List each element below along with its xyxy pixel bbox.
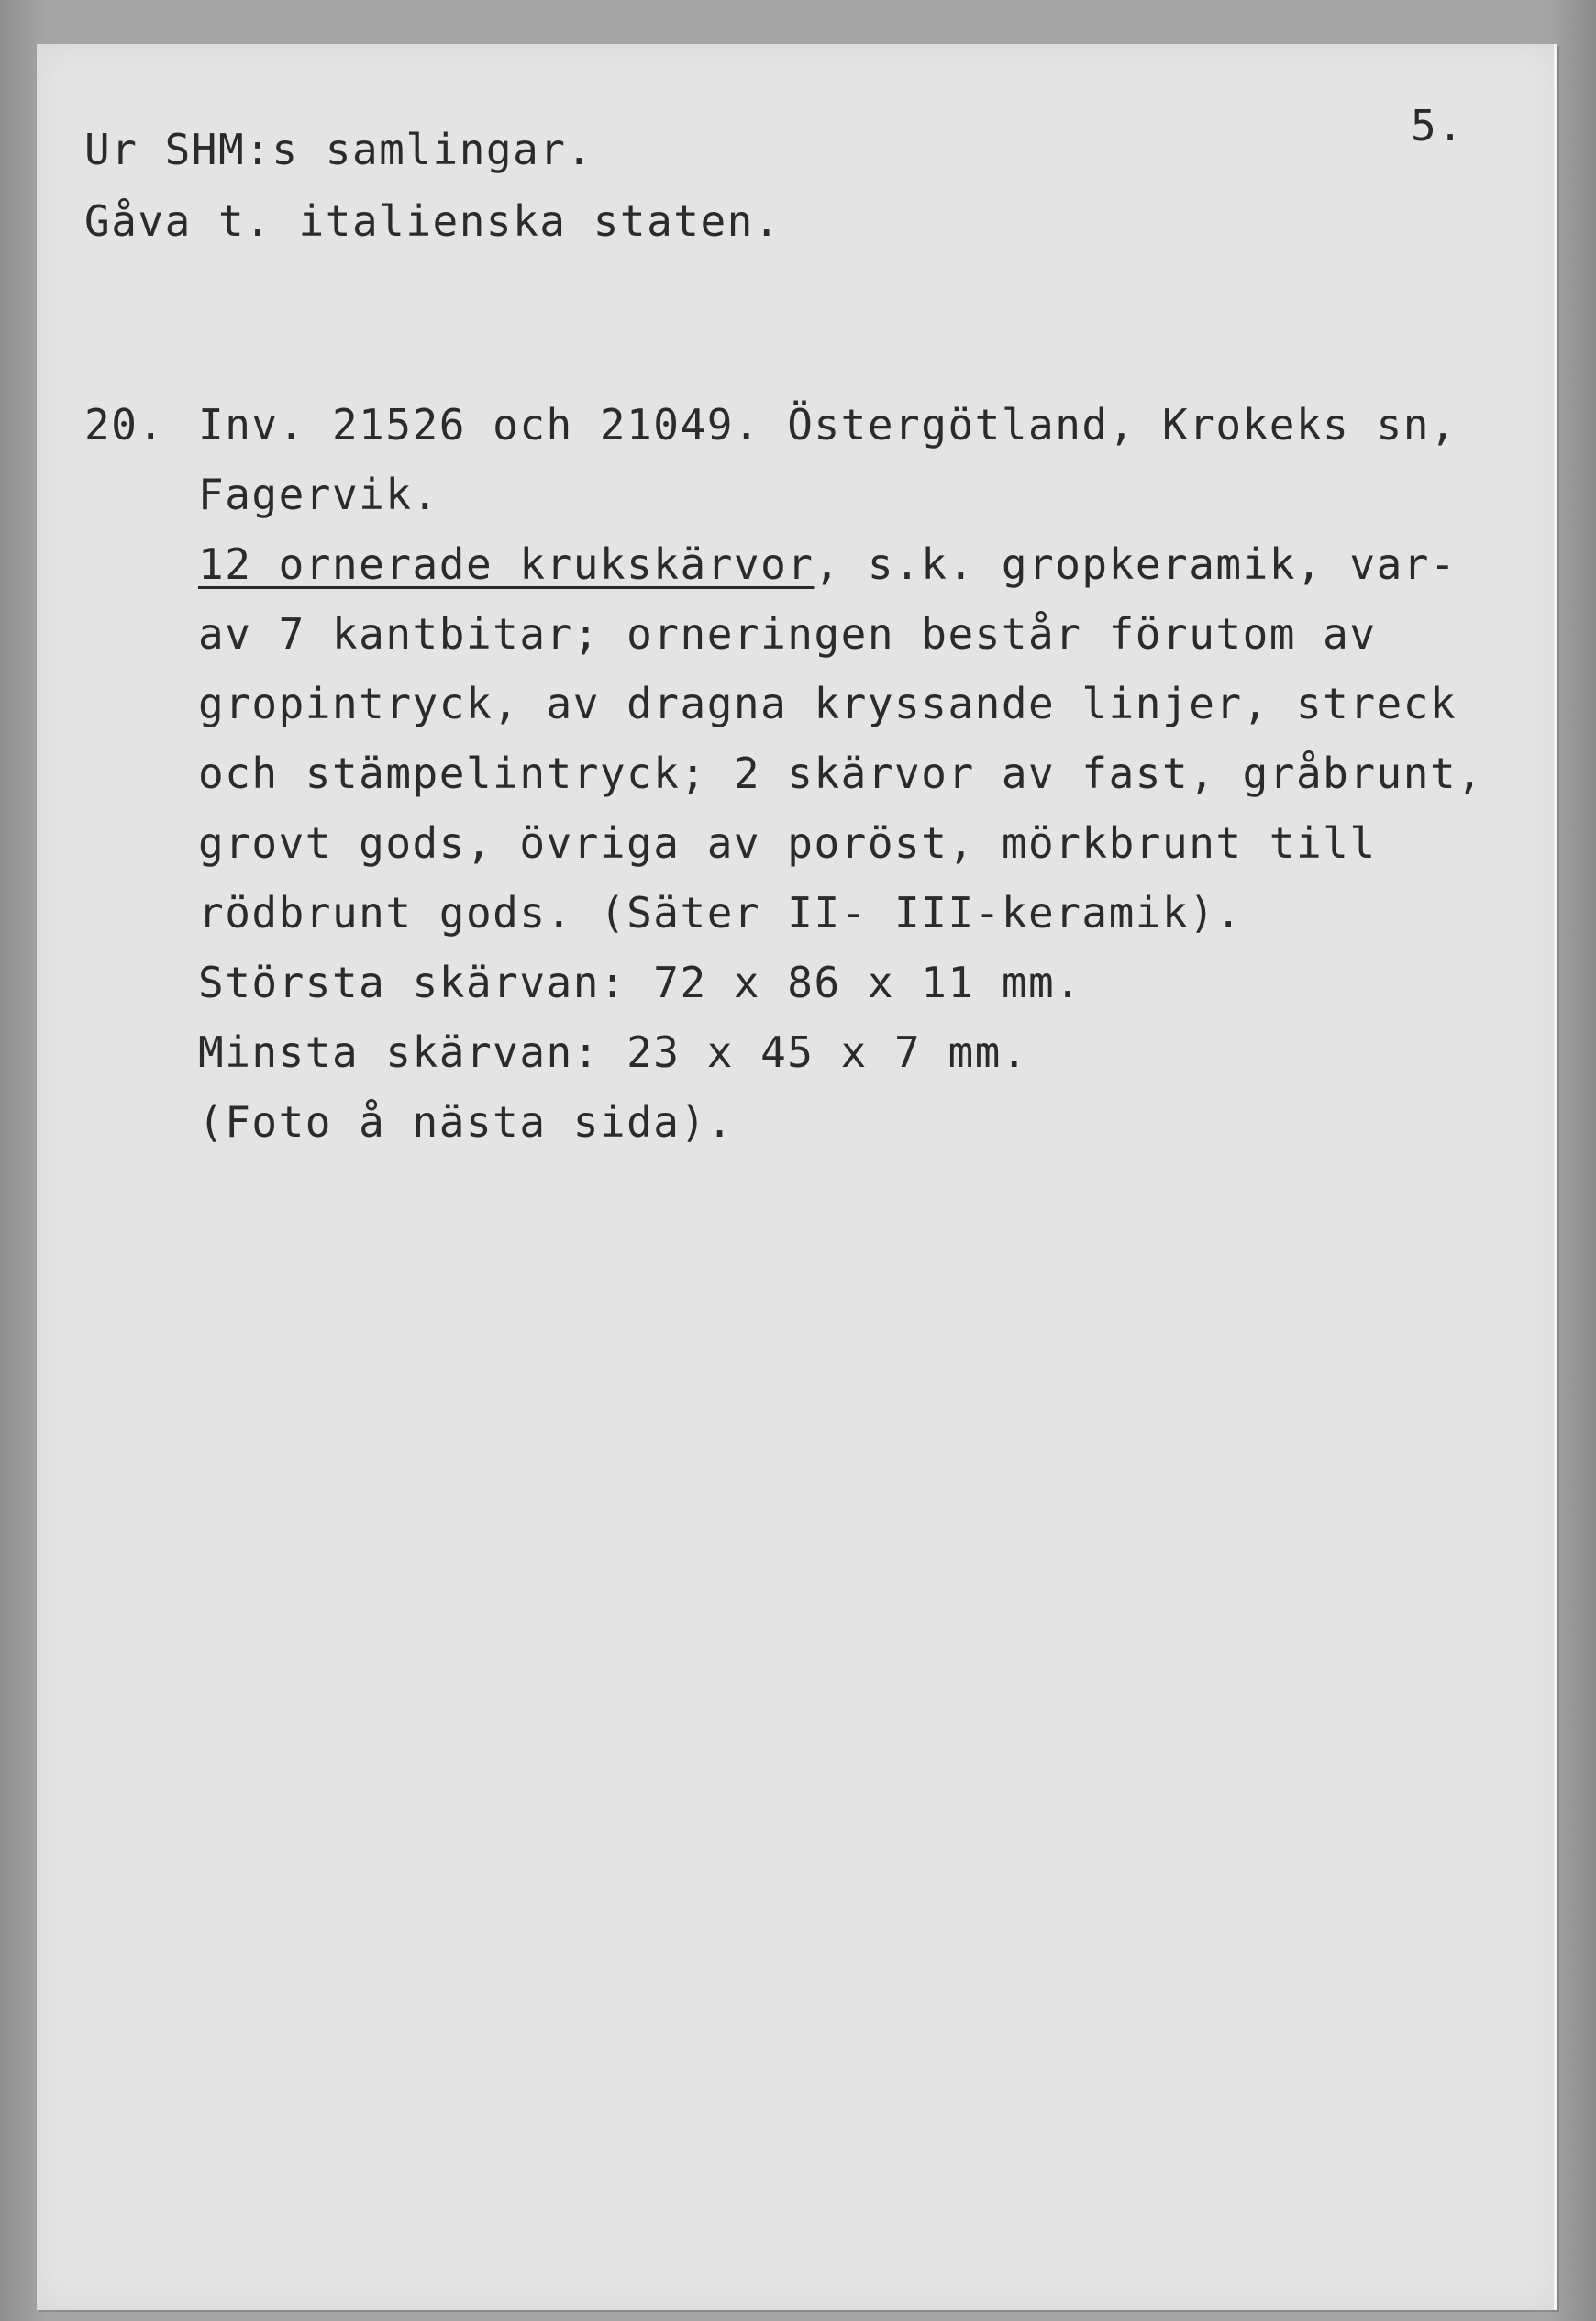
inventory-line: Inv. 21526 och 21049. Östergötland, Krokeks sn, xyxy=(198,400,1457,450)
collection-line: Ur SHM:s samlingar. xyxy=(84,125,593,174)
description-line: rödbrunt gods. (Säter II- III-keramik). xyxy=(198,888,1243,938)
entry-title: 12 ornerade krukskärvor xyxy=(198,539,815,589)
page-number: 5. xyxy=(1411,101,1465,150)
catalog-card xyxy=(37,44,1557,2310)
description-line: gropintryck, av dragna kryssande linjer, streck xyxy=(198,679,1457,728)
smallest-shard-line: Minsta skärvan: 23 x 45 x 7 mm. xyxy=(198,1027,1029,1077)
largest-shard-line: Största skärvan: 72 x 86 x 11 mm. xyxy=(198,958,1082,1007)
entry-title-line xyxy=(198,539,1457,589)
entry-title-rest: , s.k. gropkeramik, var- xyxy=(814,539,1457,589)
gift-line: Gåva t. italienska staten. xyxy=(84,196,781,246)
entry-number: 20. xyxy=(84,400,165,450)
photo-reference-line: (Foto å nästa sida). xyxy=(198,1097,734,1147)
description-line: och stämpelintryck; 2 skärvor av fast, gråbrunt, xyxy=(198,749,1484,798)
place-line: Fagervik. xyxy=(198,470,439,519)
description-line: av 7 kantbitar; orneringen består förutom av xyxy=(198,609,1377,659)
description-line: grovt gods, övriga av poröst, mörkbrunt till xyxy=(198,818,1377,868)
